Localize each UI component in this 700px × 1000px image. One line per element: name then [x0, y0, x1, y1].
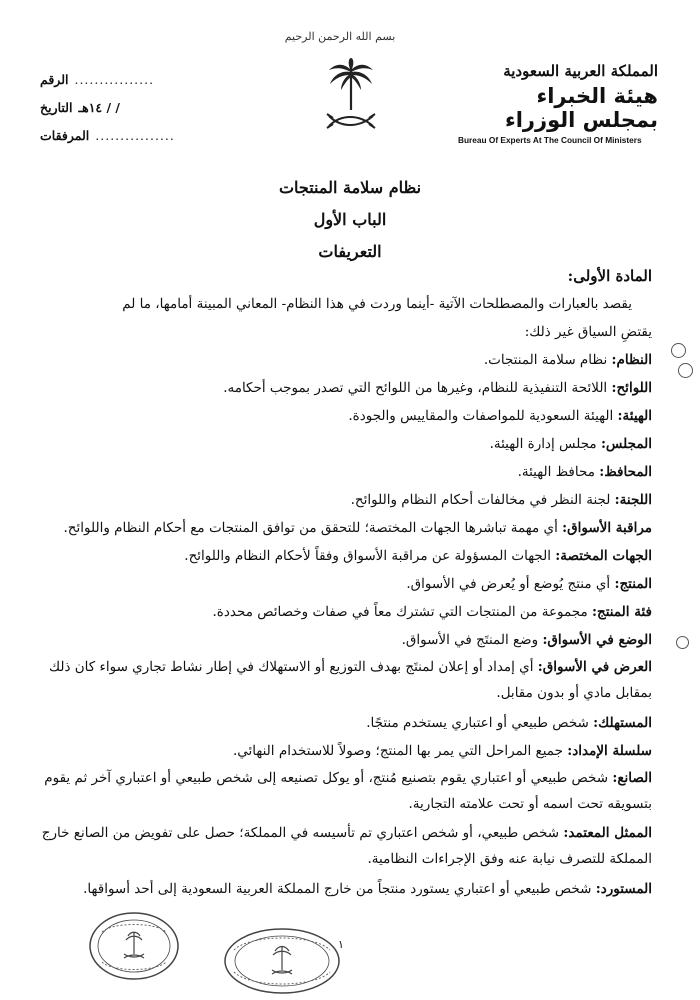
definition-text: جميع المراحل التي يمر بها المنتج؛ وصولاً للاستخدام النهائي.	[232, 743, 568, 759]
number-row	[40, 66, 260, 94]
definition-text: وضع المنتَج في الأسواق.	[401, 632, 543, 648]
definition-term: المنتج:	[614, 576, 652, 592]
saudi-emblem-icon	[325, 58, 377, 138]
definition-item	[38, 765, 652, 817]
definition-text: شخص طبيعي أو اعتباري يقوم بتصنيع مُنتج، أو يوكل تصنيعه إلى شخص طبيعي أو اعتباري آخر ثم يقوم بتسويقه تحت اسمه أو تحت علامته التجارية.	[44, 770, 652, 812]
kingdom-name: المملكة العربية السعودية	[503, 62, 658, 80]
official-seal-stamp	[88, 910, 180, 982]
definition-term: اللوائح:	[611, 380, 652, 396]
definition-item	[38, 374, 652, 402]
definition-text: نظام سلامة المنتجات.	[483, 352, 612, 368]
definition-item	[38, 709, 652, 737]
page-number: ١	[338, 938, 344, 951]
bureau-name-english: Bureau Of Experts At The Council Of Ministers	[458, 135, 642, 145]
definition-text: لجنة النظر في مخالفات أحكام النظام واللوائح.	[350, 492, 615, 508]
definition-term: فئة المنتج:	[592, 604, 652, 620]
definition-term: النظام:	[611, 352, 652, 368]
definition-item	[38, 875, 652, 903]
bismillah-calligraphy: بسم الله الرحمن الرحيم	[284, 30, 396, 43]
definition-item	[38, 737, 652, 765]
attachments-row	[40, 122, 260, 150]
definition-term: المستورد:	[595, 881, 652, 897]
number-label: الرقم	[40, 72, 69, 87]
section-title: التعريفات	[318, 242, 382, 261]
article-body	[38, 262, 652, 903]
date-row	[40, 94, 260, 122]
definition-item	[38, 486, 652, 514]
number-dots: ................	[74, 72, 155, 87]
definition-item	[38, 430, 652, 458]
definition-text: أي منتج يُوضع أو يُعرض في الأسواق.	[406, 576, 615, 592]
definition-text: اللائحة التنفيذية للنظام، وغيرها من اللوائح التي تصدر بموجب أحكامه.	[223, 380, 612, 396]
definition-item	[38, 542, 652, 570]
article-intro-line-1: يقصد بالعبارات والمصطلحات الآتية -أينما وردت في هذا النظام- المعاني المبينة أمامها، ما لم	[122, 296, 632, 312]
attachments-dots: ................	[95, 128, 175, 143]
definition-term: الصانع:	[612, 770, 652, 786]
definition-term: المستهلك:	[593, 715, 652, 731]
definition-text: الهيئة السعودية للمواصفات والمقاييس والجودة.	[348, 408, 618, 424]
organization-header	[458, 62, 658, 145]
definition-item	[38, 654, 652, 706]
definition-text: أي إمداد أو إعلان لمنتَج بهدف التوزيع أو الاستهلاك في إطار نشاط تجاري سواء كان ذلك بمقابل مادي أو بدون مقابل.	[48, 659, 652, 701]
punch-hole-mark	[678, 363, 693, 378]
attachments-label: المرفقات	[40, 128, 90, 143]
definition-text: شخص طبيعي أو اعتباري يستورد منتجاً من خارج المملكة العربية السعودية إلى أحد أسواقها.	[83, 881, 596, 897]
definition-term: سلسلة الإمداد:	[567, 743, 652, 759]
definition-text: شخص طبيعي، أو شخص اعتباري تم تأسيسه في المملكة؛ حصل على تفويض من الصانع خارج المملكة للتصرف نيابة عنه وفق الإجراءات النظامية.	[41, 825, 652, 867]
article-title: المادة الأولى:	[567, 267, 652, 285]
date-value: / / ١٤هـ	[78, 100, 120, 115]
definition-text: الجهات المسؤولة عن مراقبة الأسواق وفقاً لأحكام النظام واللوائح.	[184, 548, 556, 564]
definition-term: المجلس:	[600, 436, 652, 452]
definition-item	[38, 514, 652, 542]
chapter-title: الباب الأول	[313, 210, 387, 229]
reference-block	[40, 66, 260, 150]
bureau-name-arabic: هيئة الخبراء بمجلس الوزراء	[504, 84, 658, 132]
date-label: التاريخ	[40, 100, 73, 115]
definition-text: شخص طبيعي أو اعتباري يستخدم منتجًا.	[366, 715, 594, 731]
definition-item	[38, 570, 652, 598]
definition-text: محافظ الهيئة.	[517, 464, 600, 480]
definition-item	[38, 820, 652, 872]
definition-term: الهيئة:	[617, 408, 652, 424]
article-intro-line-2: يقتضِ السياق غير ذلك:	[524, 324, 652, 340]
document-titles	[0, 172, 700, 268]
definition-text: أي مهمة تباشرها الجهات المختصة؛ للتحقق من توافق المنتجات مع أحكام النظام واللوائح.	[63, 520, 563, 536]
definition-text: مجموعة من المنتجات التي تشترك معاً في صفات وخصائص محددة.	[212, 604, 593, 620]
definition-item	[38, 346, 652, 374]
definition-term: الجهات المختصة:	[555, 548, 652, 564]
definition-text: مجلس إدارة الهيئة.	[489, 436, 601, 452]
definition-item	[38, 598, 652, 626]
definition-term: المحافظ:	[599, 464, 652, 480]
definition-item	[38, 458, 652, 486]
definition-term: الوضع في الأسواق:	[542, 632, 652, 648]
definition-term: العرض في الأسواق:	[537, 659, 652, 675]
punch-hole-mark	[671, 343, 686, 358]
definition-term: اللجنة:	[614, 492, 652, 508]
definition-item	[38, 402, 652, 430]
definition-term: مراقبة الأسواق:	[562, 520, 652, 536]
official-seal-stamp	[222, 926, 342, 996]
punch-hole-mark	[676, 636, 689, 649]
definition-term: الممثل المعتمد:	[563, 825, 652, 841]
definition-item	[38, 626, 652, 654]
law-title: نظام سلامة المنتجات	[278, 178, 422, 197]
